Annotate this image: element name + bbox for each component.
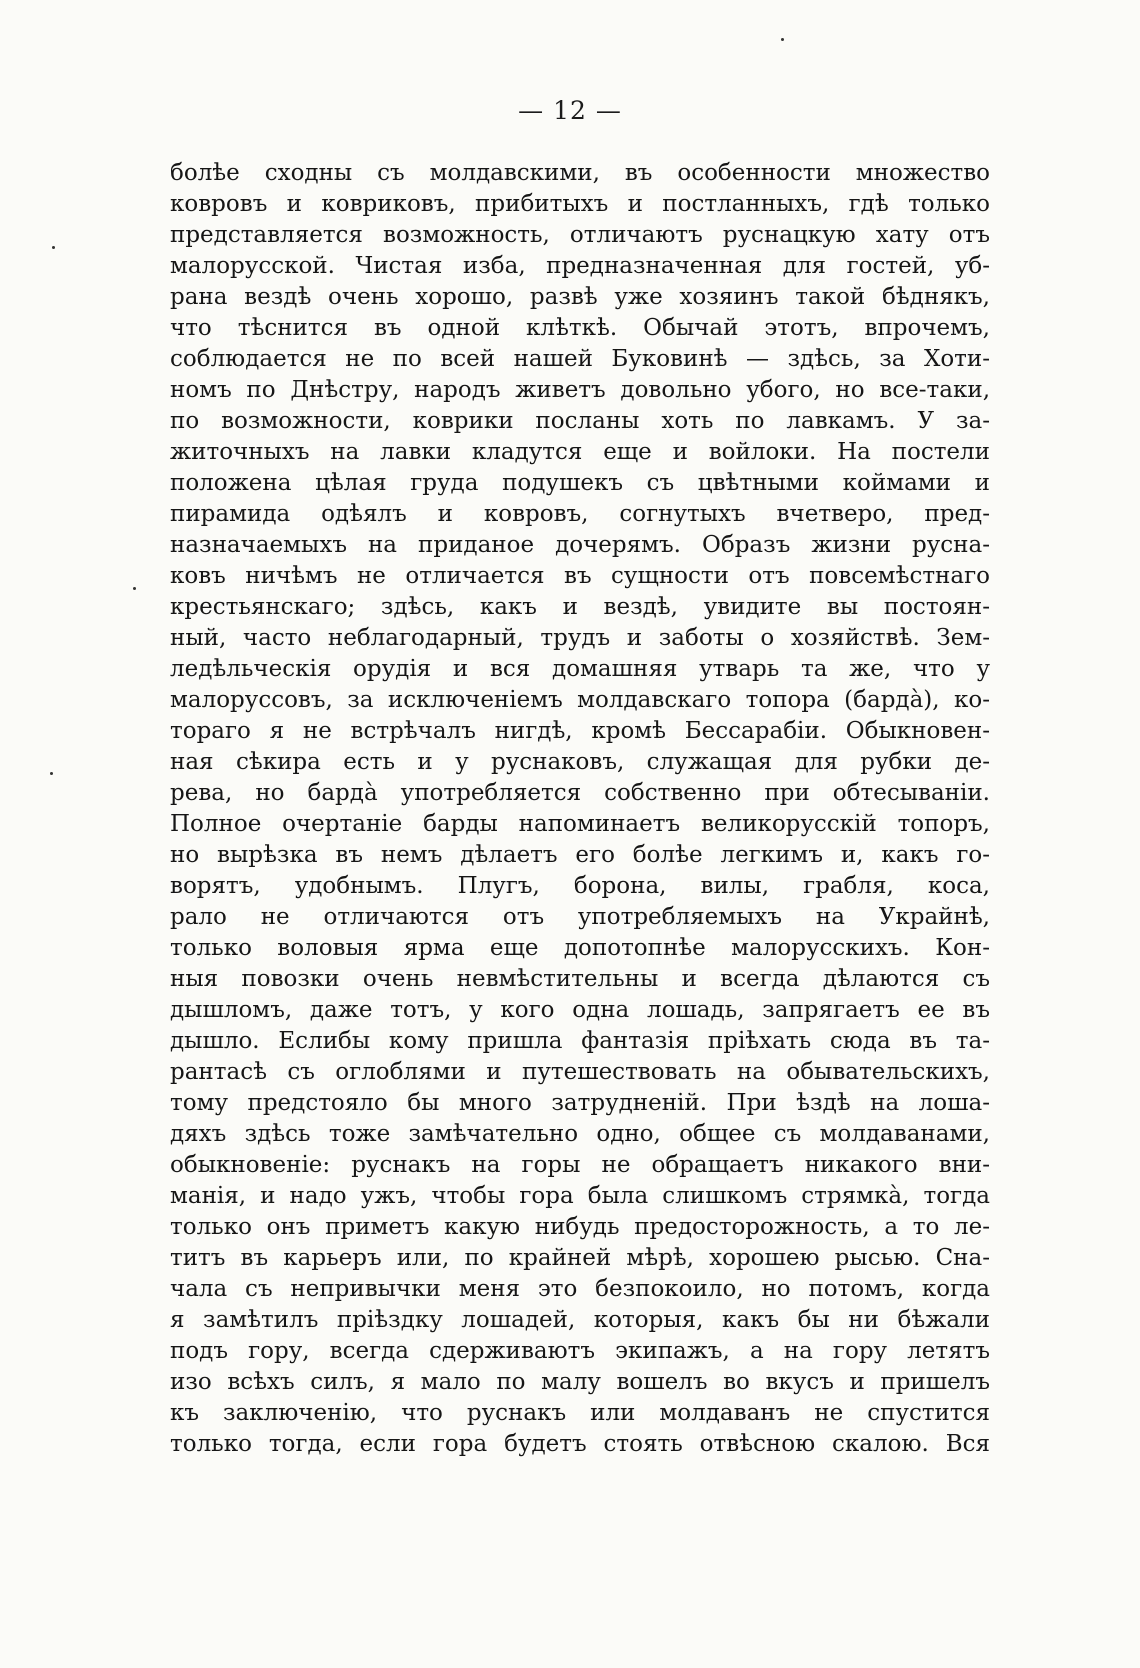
text-line: житочныхъ на лавки кладутся еще и войлоки. На постели xyxy=(170,439,990,465)
text-line: ковъ ничѣмъ не отличается въ сущности отъ повсемѣстнаго xyxy=(170,563,990,589)
text-line: я замѣтилъ пріѣздку лошадей, которыя, какъ бы ни бѣжали xyxy=(170,1307,990,1333)
text-line: Полное очертаніе барды напоминаетъ великорусскій топоръ, xyxy=(170,811,990,837)
text-line: чала съ непривычки меня это безпокоило, но потомъ, когда xyxy=(170,1276,990,1302)
ink-speck xyxy=(133,587,136,590)
text-line: изо всѣхъ силъ, я мало по малу вошелъ во вкусъ и пришелъ xyxy=(170,1369,990,1395)
text-line: рева, но бардà употребляется собственно при обтесываніи. xyxy=(170,780,990,806)
text-line: по возможности, коврики посланы хоть по лавкамъ. У за- xyxy=(170,408,990,434)
text-line: дяхъ здѣсь тоже замѣчательно одно, общее съ молдаванами, xyxy=(170,1121,990,1147)
body-text xyxy=(170,158,990,1460)
text-line: дышломъ, даже тотъ, у кого одна лошадь, запрягаетъ ее въ xyxy=(170,997,990,1023)
text-line: представляется возможность, отличаютъ руснацкую хату отъ xyxy=(170,222,990,248)
text-line: подъ гору, всегда сдерживаютъ экипажъ, а на гору летятъ xyxy=(170,1338,990,1364)
text-line: къ заключенію, что руснакъ или молдаванъ не спустится xyxy=(170,1400,990,1426)
text-line: только воловыя ярма еще допотопнѣе малорусскихъ. Кон- xyxy=(170,935,990,961)
text-line: ная сѣкира есть и у руснаковъ, служащая для рубки де- xyxy=(170,749,990,775)
ink-speck xyxy=(781,38,784,41)
ink-speck xyxy=(50,772,53,775)
text-line: рантасѣ съ оглоблями и путешествовать на обывательскихъ, xyxy=(170,1059,990,1085)
text-line: ворятъ, удобнымъ. Плугъ, борона, вилы, грабля, коса, xyxy=(170,873,990,899)
text-line: обыкновеніе: руснакъ на горы не обращаетъ никакого вни- xyxy=(170,1152,990,1178)
text-line: только тогда, если гора будетъ стоять отвѣсною скалою. Вся xyxy=(170,1431,990,1457)
text-line: что тѣснится въ одной клѣткѣ. Обычай этотъ, впрочемъ, xyxy=(170,315,990,341)
text-line: дышло. Еслибы кому пришла фантазія пріѣхать сюда въ та- xyxy=(170,1028,990,1054)
text-line: ледѣльческія орудія и вся домашняя утварь та же, что у xyxy=(170,656,990,682)
text-line: рана вездѣ очень хорошо, развѣ уже хозяинъ такой бѣднякъ, xyxy=(170,284,990,310)
text-line: болѣе сходны съ молдавскими, въ особенности множество xyxy=(170,160,990,186)
text-line: пирамида одѣялъ и ковровъ, согнутыхъ вчетверо, пред- xyxy=(170,501,990,527)
text-line: крестьянскаго; здѣсь, какъ и вездѣ, увидите вы постоян- xyxy=(170,594,990,620)
text-line: ный, часто неблагодарный, трудъ и заботы о хозяйствѣ. Зем- xyxy=(170,625,990,651)
text-line: манія, и надо ужъ, чтобы гора была слишкомъ стрямкà, тогда xyxy=(170,1183,990,1209)
text-line: номъ по Днѣстру, народъ живетъ довольно убого, но все-таки, xyxy=(170,377,990,403)
text-line: малорусской. Чистая изба, предназначенная для гостей, уб- xyxy=(170,253,990,279)
text-line: только онъ приметъ какую нибудь предосторожность, а то ле- xyxy=(170,1214,990,1240)
text-line: соблюдается не по всей нашей Буковинѣ — здѣсь, за Хоти- xyxy=(170,346,990,372)
text-line: положена цѣлая груда подушекъ съ цвѣтными коймами и xyxy=(170,470,990,496)
text-line: тому предстояло бы много затрудненій. При ѣздѣ на лоша- xyxy=(170,1090,990,1116)
text-line: титъ въ карьеръ или, по крайней мѣрѣ, хорошею рысью. Сна- xyxy=(170,1245,990,1271)
ink-speck xyxy=(52,246,55,249)
text-line: малоруссовъ, за исключеніемъ молдавскаго топора (бардà), ко- xyxy=(170,687,990,713)
text-line: назначаемыхъ на приданое дочерямъ. Образъ жизни русна- xyxy=(170,532,990,558)
text-line: тораго я не встрѣчалъ нигдѣ, кромѣ Бессарабіи. Обыкновен- xyxy=(170,718,990,744)
text-line: ковровъ и ковриковъ, прибитыхъ и постланныхъ, гдѣ только xyxy=(170,191,990,217)
text-line: но вырѣзка въ немъ дѣлаетъ его болѣе легкимъ и, какъ го- xyxy=(170,842,990,868)
page-number: — 12 — xyxy=(518,96,622,125)
text-line: рало не отличаются отъ употребляемыхъ на Украйнѣ, xyxy=(170,904,990,930)
text-line: ныя повозки очень невмѣстительны и всегда дѣлаются съ xyxy=(170,966,990,992)
